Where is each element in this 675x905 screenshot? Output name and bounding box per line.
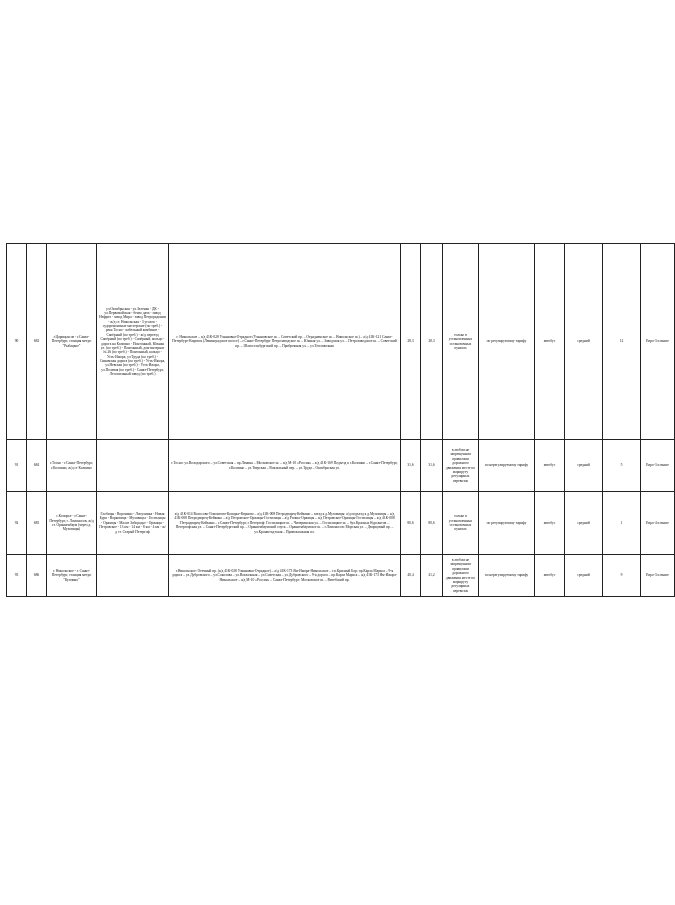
vehicle-class-cell: средний: [565, 555, 603, 597]
vehicle-count-cell: 1: [603, 492, 641, 555]
routes-table: [6, 243, 675, 597]
routes-table-body: [7, 244, 675, 597]
vehicle-type-cell: автобус: [535, 244, 565, 440]
route-number-cell: 91: [7, 440, 27, 492]
tariff-cell: по нерегулируемому тарифу: [479, 440, 535, 492]
length-backward-cell: 28,3: [421, 244, 443, 440]
vehicle-class-cell: средний: [565, 440, 603, 492]
length-backward-cell: 41,2: [421, 555, 443, 597]
route-number-cell: 93: [7, 555, 27, 597]
table-row: [7, 244, 675, 440]
boarding-procedure-cell: в любом не запрещенном правилами дорожного движения месте по маршруту регулярных перевозок: [443, 440, 479, 492]
registration-number-cell: 682: [27, 244, 47, 440]
tariff-cell: по нерегулируемому тарифу: [479, 555, 535, 597]
vehicle-class-cell: средний: [565, 244, 603, 440]
route-name-cell: г. Никольское - г. Санкт-Петербург, станция метро "Купчино": [47, 555, 97, 597]
registration-number-cell: 685: [27, 492, 47, 555]
route-name-cell: г.Царицын ов - г.Санкт- Петербург, станция метро "Рыбацкое": [47, 244, 97, 440]
length-backward-cell: 80,6: [421, 492, 443, 555]
route-streets-cell: а/д 41К-014 Волосово-Гомонтово-Копорье-Керново – а/д 41К-008 Петродворец-Кейкино – заезд к д.Муховицы: а/д подъезд к д.Муховицы – а/д 41К-008 Петродворец-Кейкино – а/д Петровское-Оржицы-Гостилицы – а/д Ропша-Оржицы – а/д Петровское-Оржицы-Гостилицы – а/д 41К-008 Петродворец-Кейкино – г.Санкт-Петербург, г.Петергоф: Гостилицкое ш. – Чичеринская ул. – Гостилицкое ш. – бул.Красных Курсантов – Петергофская ул. – Санкт-Петербургский пр. – Ораниенбаумский спуск – Ораниенбаумское ш. – г.Ломоносов: Морская ул. – Дворцовый пр. – ул.Кронштадтская – Привокзальная пл.: [169, 492, 401, 555]
vehicle-type-cell: автобус: [535, 440, 565, 492]
route-name-cell: г.Тосно - г.Санкт-Петербург, г.Колпино, ж/д ст Колпино: [47, 440, 97, 492]
registration-number-cell: 686: [27, 555, 47, 597]
intermediate-stops-cell: Глобицы - Воронино - Лопухинка - Новая Буря - Ворковица - Муховицы - Гостилицы - Оржицы - Малое Забородье - Оржицы - Петровское - 13 км - 14 км - 8 км - 4 км - ж/д ст. Старый Петергоф: [97, 492, 169, 555]
vehicle-count-cell: 12: [603, 244, 641, 440]
length-forward-cell: 40,4: [401, 555, 421, 597]
vehicle-count-cell: 9: [603, 555, 641, 597]
boarding-procedure-cell: в любом не запрещенном правилами дорожного движения месте по маршруту регулярных перевозок: [443, 555, 479, 597]
vehicle-class-cell: средний: [565, 492, 603, 555]
table-row: [7, 555, 675, 597]
route-streets-cell: г. Никольское – а/д 41К-028 Ульяновка-Отрадное (Ульяновское ш. – Советский пр. – Отрадненское ш. – Никольское ш.) – а/д 41К-121 Санкт-Петербург-Кировск (Ленинградское шоссе) – г.Санкт-Петербург Петрозаводское ш. – Южная ул. – Заводская ул. – Петрозаводское ш. – Советский пр. – Шлиссельбургский пр. – Прибрежная ул. – ул.Тепловозная: [169, 244, 401, 440]
tariff-cell: по регулируемому тарифу: [479, 244, 535, 440]
intermediate-stops-cell: [97, 555, 169, 597]
eco-class-cell: Евро-3 и выше: [641, 555, 675, 597]
length-forward-cell: 31,6: [401, 440, 421, 492]
eco-class-cell: Евро-4 и выше: [641, 492, 675, 555]
tariff-cell: по регулируемому тарифу: [479, 492, 535, 555]
boarding-procedure-cell: только в установленных остановочных пунктах: [443, 492, 479, 555]
boarding-procedure-cell: только в установленных остановочных пунктах: [443, 244, 479, 440]
registration-number-cell: 684: [27, 440, 47, 492]
intermediate-stops-cell: [97, 440, 169, 492]
route-streets-cell: г.Никольское: Отечный пр. (а/д 41К-028 Ульяновка-Отрадное) – а/д 41К-173 Ям-Ижора-Никольское – г.п.Красный Бор: пр.Карла Маркса – 9-я дорога – ул.Дубровского – ул.Соколова – ул.Вокзальная – ул.Советская – ул.Дубровского – 9-я дорога – пр.Карла Маркса – а/д 41К-173 Ям-Ижора-Никольское – а/д М-10 «Россия» – Санкт-Петербург: Московское ш. – Витебский пр.: [169, 555, 401, 597]
length-backward-cell: 31,6: [421, 440, 443, 492]
table-row: [7, 440, 675, 492]
vehicle-type-cell: автобус: [535, 492, 565, 555]
eco-class-cell: Евро-3 и выше: [641, 244, 675, 440]
route-number-cell: 90: [7, 244, 27, 440]
intermediate-stops-cell: ул.Октябрьская - ул.Зеленая - ДК - ул.Первомайская - бензо дача - завод Нефрит - завод Мира - завод Петрорадонии - ж/д ст. Никольская - 3 уголок - судоремонтные мастерские (по треб.) - река Тосно - кабельный комбинат - Сапёрный (по треб.) - ж/д переезд Сапёрный (по треб.) - Сапёрный, кольцо - дорога на Колпино - Понтонный, Южная ул. (по треб.) - Понтонный, дом-интернат № 26 (по треб.) - Понтонный, кольцо - Усть-Ижора, ул.Труда (по треб.) - Синявская дорога (по треб.) - Усть-Ижора, ул.Невская (по треб.) - Усть-Ижора, ул.Полевая (по треб.) - Санкт-Петербург, Лесопильный завод (по треб.): [97, 244, 169, 440]
route-number-cell: 92: [7, 492, 27, 555]
length-forward-cell: 28,3: [401, 244, 421, 440]
length-forward-cell: 80,6: [401, 492, 421, 555]
route-streets-cell: г.Тосно: ул.Володарского – ул.Советская – пр.Ленина – Московское ш. – а/д М-10 «Россия» – а/д 41К-169 Подъезд к г.Колпино – г.Санкт-Петербург, г.Колпино – ул.Тверская – Вокзальный пер. – ул.Труда – Октябрьская ул.: [169, 440, 401, 492]
route-name-cell: с.Копорье - г.Санкт-Петербург, г. Ломоносов, ж/д ст. Ораниенбаум (через д. Муховицы): [47, 492, 97, 555]
eco-class-cell: Евро-3 и выше: [641, 440, 675, 492]
table-row: [7, 492, 675, 555]
vehicle-count-cell: 5: [603, 440, 641, 492]
vehicle-type-cell: автобус: [535, 555, 565, 597]
